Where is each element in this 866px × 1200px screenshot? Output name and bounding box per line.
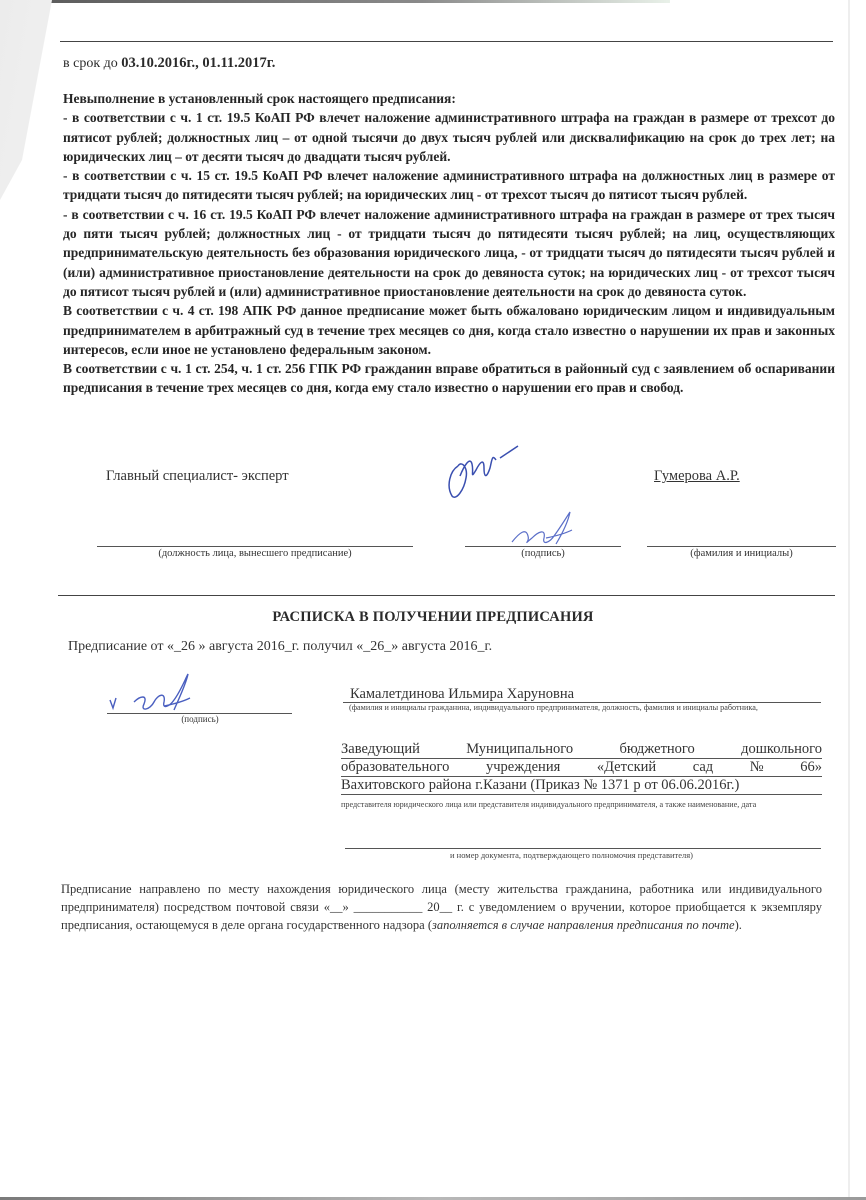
representative-caption: представителя юридического лица или представителя индивидуального предпринимателя, а также наименование, дата xyxy=(341,800,757,809)
penalties-text xyxy=(63,89,835,398)
mail-note xyxy=(61,880,822,934)
representative-line-3: Вахитовского района г.Казани (Приказ № 1371 р от 06.06.2016г.) xyxy=(341,777,822,795)
deadline-dates: 03.10.2016г., 01.11.2017г. xyxy=(121,55,276,71)
name-underline xyxy=(647,546,836,547)
word: «Детский xyxy=(596,759,657,775)
signature-caption: (подпись) xyxy=(521,548,565,559)
paragraph: - в соответствии с ч. 15 ст. 19.5 КоАП РФ влечет наложение административного штрафа на должностных лиц в размере от тридцати тысяч до пятидесяти тысяч рублей; на юридических лиц - от трехсот тысяч до пятисот тысяч рублей. xyxy=(63,168,835,203)
paragraph: - в соответствии с ч. 1 ст. 19.5 КоАП РФ влечет наложение административного штрафа на граждан в размере от трехсот до пятисот рублей; должностных лиц – от одной тысячи до двух тысяч рублей или дисквалификацию на срок до трех лет; на юридических лиц – от десяти тысяч до двадцати тысяч рублей. xyxy=(63,110,835,164)
word: учреждения xyxy=(486,759,561,775)
word: образовательного xyxy=(341,759,450,775)
recipient-signature-caption: (подпись) xyxy=(181,714,219,724)
paragraph: В соответствии с ч. 4 ст. 198 АПК РФ данное предписание может быть обжаловано юридическим лицом и индивидуальным предпринимателем в арбитражный суд в течение трех месяцев со дня, когда стало известно о нарушении их прав и законных интересов, если иное не установлено федеральным законом. xyxy=(63,303,835,357)
signature-underline xyxy=(465,546,621,547)
position-caption: (должность лица, вынесшего предписание) xyxy=(158,548,352,559)
recipient-name: Камалетдинова Ильмира Харуновна xyxy=(343,686,821,703)
issuer-name: Гумерова А.Р. xyxy=(654,468,740,484)
representative-block xyxy=(341,741,822,814)
document-number-caption: и номер документа, подтверждающего полномочия представителя) xyxy=(450,850,693,860)
paragraph-heading: Невыполнение в установленный срок настоящего предписания: xyxy=(63,91,456,106)
issuer-position: Главный специалист- эксперт xyxy=(106,468,289,484)
word: бюджетного xyxy=(619,741,695,757)
document-number-underline xyxy=(345,848,821,849)
top-divider xyxy=(60,41,833,42)
name-caption: (фамилия и инициалы) xyxy=(690,548,793,559)
paragraph: В соответствии с ч. 1 ст. 254, ч. 1 ст. 256 ГПК РФ гражданин вправе обратиться в районный суд с заявлением об оспаривании предписания в течение трех месяцев со дня, когда ему стало известно о нарушении его прав и свобод. xyxy=(63,361,835,396)
receipt-dates: Предписание от «_26 » августа 2016_г. получил «_26_» августа 2016_г. xyxy=(68,639,493,654)
deadline-prefix: в срок до xyxy=(63,56,118,71)
deadline-line xyxy=(63,55,275,72)
scan-edge-top xyxy=(50,0,670,3)
recipient-name-caption: (фамилия и инициалы гражданина, индивидуального предпринимателя, должность, фамилия и инициалы работника, xyxy=(349,703,758,712)
scan-edge-right xyxy=(848,0,850,1200)
word: Муниципального xyxy=(466,741,574,757)
mail-note-italic: заполняется в случае направления предписания по почте xyxy=(431,918,735,932)
word: Заведующий xyxy=(341,741,420,757)
representative-line-1 xyxy=(341,741,822,759)
word: № xyxy=(749,759,764,775)
word: дошкольного xyxy=(741,741,822,757)
representative-line-2 xyxy=(341,759,822,777)
position-underline xyxy=(97,546,413,547)
paragraph: - в соответствии с ч. 16 ст. 19.5 КоАП РФ влечет наложение административного штрафа на граждан в размере от трех тысяч до пяти тысяч рублей; должностных лиц - от тридцати тысяч до пятидесяти тысяч рублей; на лиц, осуществляющих предпринимательскую деятельность без образования юридического лица, - от тридцати тысяч до пятидесяти тысяч рублей и (или) административное приостановление деятельности на срок до девяноста суток; на юридических лиц - от трехсот тысяч до пятисот тысяч рублей и (или) административное приостановление деятельности на срок до девяноста суток. xyxy=(63,206,835,299)
receipt-divider xyxy=(58,595,835,596)
word: 66» xyxy=(800,759,822,775)
mail-note-suffix: ). xyxy=(734,918,742,932)
scan-folded-corner xyxy=(0,0,60,1200)
receipt-title: РАСПИСКА В ПОЛУЧЕНИИ ПРЕДПИСАНИЯ xyxy=(272,609,594,625)
issuer-signature-1 xyxy=(440,446,530,506)
mail-note-text: Предписание направлено по месту нахождения юридического лица (месту жительства гражданина, работника или индивидуального предпринимателя) посредством почтовой связи «__» ___________ 20__ г. с уведомлением о вручении, которое приобщается к экземпляру предписания, остающемуся в деле органа государственного надзора ( xyxy=(61,882,822,932)
word: сад xyxy=(692,759,714,775)
